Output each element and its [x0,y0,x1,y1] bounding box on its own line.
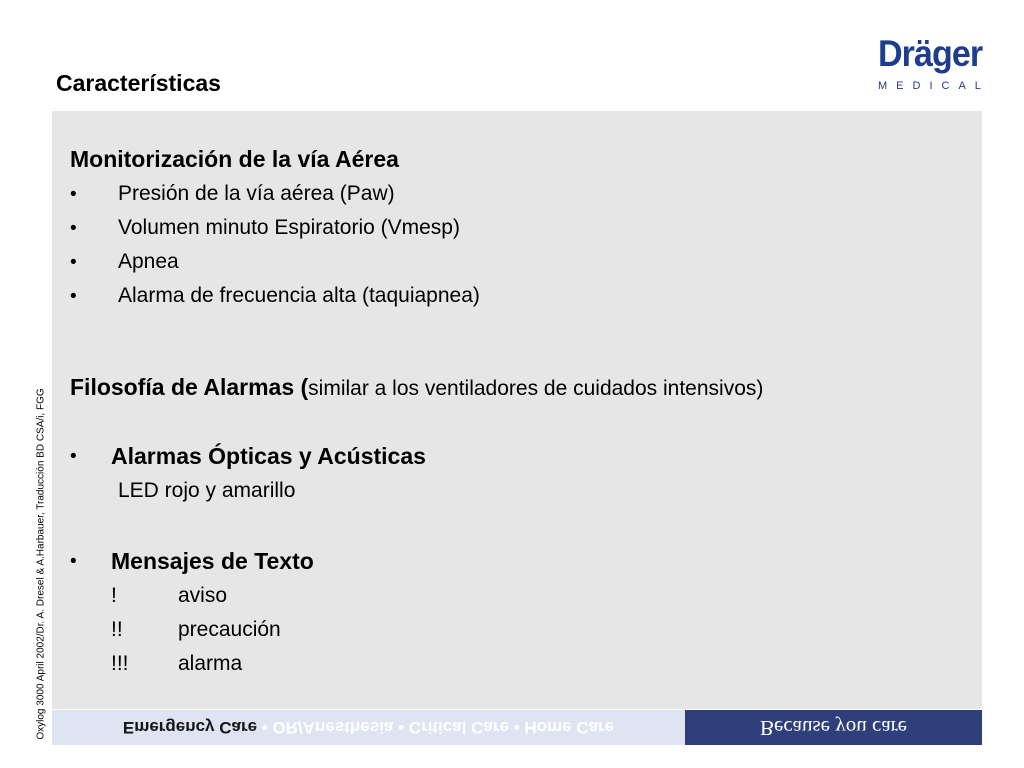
bullet-icon: • [70,286,77,307]
alarm-level-symbol: !! [111,618,123,641]
logo-subtitle: MEDICAL [878,80,990,92]
heading-bold-part: Filosofía de Alarmas ( [70,374,309,400]
group-detail-led: LED rojo y amarillo [118,479,296,502]
division-separator: • [257,718,273,737]
division-emergency-care: Emergency Care [122,718,258,737]
division-separator: • [393,718,409,737]
section-heading-alarm-philosophy [70,374,763,401]
footer-divisions-bar [52,710,685,745]
heading-normal-part: similar a los ventiladores de cuidados intensivos) [308,377,764,400]
division-or-anesthesia: OR/Anesthesia [272,718,394,737]
bullet-icon: • [70,218,77,239]
division-home-care: Home Care [524,718,615,737]
bullet-icon: • [70,551,77,572]
list-item: Alarma de frecuencia alta (taquiapnea) [118,284,480,307]
division-separator: • [508,718,525,737]
alarm-level-label: alarma [178,652,243,675]
footer-slogan: Because you care [760,716,907,740]
logo-brand: Dräger [878,33,983,74]
footer-slogan-bar [685,710,982,745]
alarm-level-label: precaución [178,618,281,641]
alarm-level-symbol: ! [111,584,117,607]
bullet-icon: • [70,252,77,273]
list-item: Apnea [118,250,179,273]
list-item: Presión de la vía aérea (Paw) [118,182,395,205]
division-critical-care: Critical Care [408,718,509,737]
drager-medical-logo [872,32,990,96]
group-title-text-messages: Mensajes de Texto [111,548,314,574]
side-caption: Oxylog 3000 April 2002/Dr. A. Dresel & A.Harbauer, Traducción BD CSA/i, FGG [35,388,47,740]
footer-divisions-text [52,710,685,745]
group-title-optical-acoustic: Alarmas Ópticas y Acústicas [111,443,426,469]
bullet-icon: • [70,184,77,205]
section-heading-monitoring: Monitorización de la vía Aérea [70,146,399,172]
list-item: Volumen minuto Espiratorio (Vmesp) [118,216,460,239]
bullet-icon: • [70,446,77,467]
slide-title: Características [56,70,221,96]
alarm-level-symbol: !!! [111,652,129,675]
alarm-level-label: aviso [178,584,228,607]
